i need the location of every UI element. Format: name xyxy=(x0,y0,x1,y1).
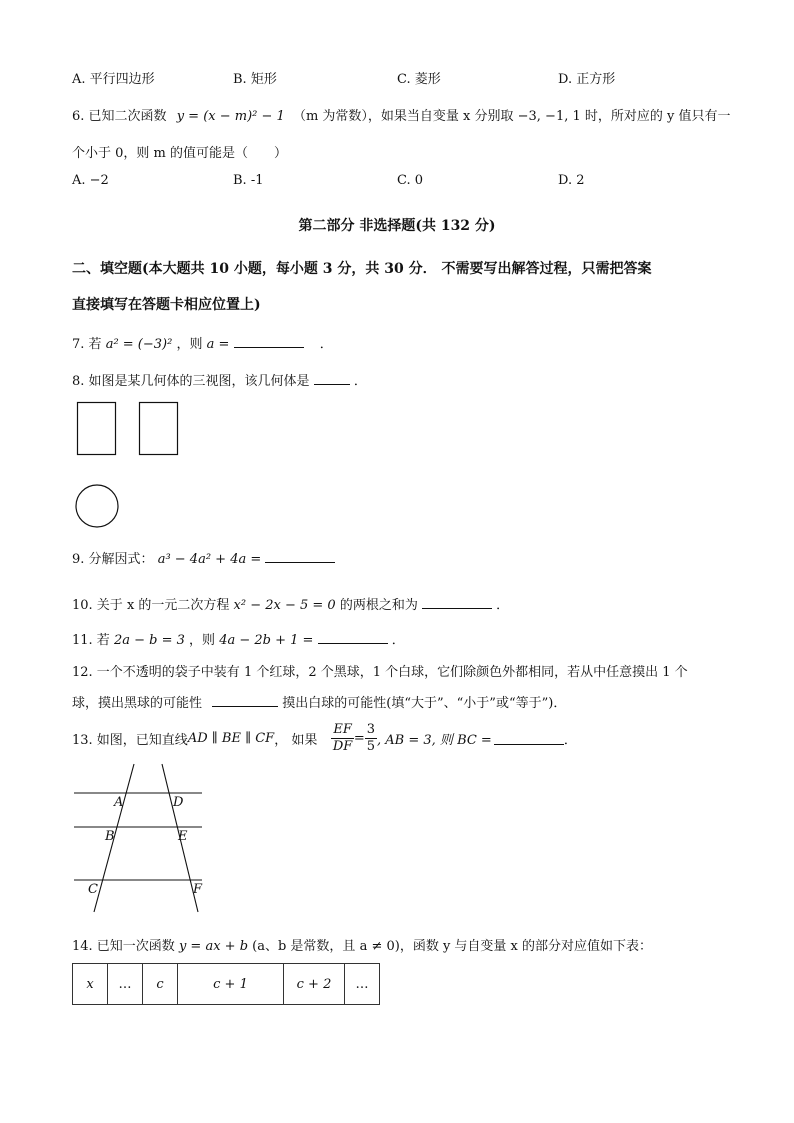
table-cell-x: x xyxy=(73,964,108,1005)
top-view-circle xyxy=(76,485,118,527)
q11-mid: ，则 xyxy=(189,633,216,648)
q13-end: ． xyxy=(563,732,577,748)
point-b-label: B xyxy=(105,829,115,844)
q6-option-d: D. 2 xyxy=(558,173,585,188)
q8-end: ． xyxy=(353,374,367,389)
q8-text: 8. 如图是某几何体的三视图，该几何体是 xyxy=(72,374,310,389)
q10-end: ． xyxy=(496,598,510,613)
q13-frac-num: EF xyxy=(333,721,352,737)
table-cell-c: c xyxy=(143,964,178,1005)
q7-formula: a² = (−3)² xyxy=(105,337,173,352)
q13-val-num: 3 xyxy=(366,721,376,737)
q6-line1 xyxy=(72,105,731,124)
question-8 xyxy=(72,370,367,389)
q5-option-c: C. 菱形 xyxy=(397,72,441,87)
q6-option-b: B. -1 xyxy=(233,173,264,188)
q6-paren: （m 为常数），如果当自变量 x 分别取 −3, −1, 1 时，所对应的 y 值只有一 xyxy=(292,109,731,124)
q13-prefix: 13. 如图，已知直线 xyxy=(72,732,188,748)
q6-option-a: A. −2 xyxy=(72,173,109,188)
q5-option-d: D. 正方形 xyxy=(558,72,616,87)
q12-line1: 12. 一个不透明的袋子中装有 1 个红球，2 个黑球，1 个白球，它们除颜色外都相同，若从中任意摸出 1 个 xyxy=(72,665,688,680)
q13-value-fraction xyxy=(365,722,377,755)
q13-answer-blank[interactable] xyxy=(494,732,564,745)
table-cell-ellipsis: … xyxy=(108,964,143,1005)
q9-answer-blank[interactable] xyxy=(265,550,335,563)
table-cell-ellipsis-end: … xyxy=(345,964,380,1005)
q13-cond: , AB = 3, 则 BC = xyxy=(377,732,492,748)
question-10 xyxy=(72,594,509,613)
q11-end: ． xyxy=(391,633,405,648)
q8-answer-blank[interactable] xyxy=(314,372,350,385)
q7-mid: ，则 xyxy=(176,337,203,352)
value-table xyxy=(72,963,380,1005)
table-row xyxy=(73,964,380,1005)
three-view-figure xyxy=(70,396,190,532)
q6-option-c: C. 0 xyxy=(397,173,424,188)
parallel-lines-figure xyxy=(70,762,210,918)
question-7 xyxy=(72,333,333,352)
q9-formula: a³ − 4a² + 4a = xyxy=(157,552,262,567)
q7-var: a = xyxy=(206,337,230,352)
fill-header-line2: 直接填写在答题卡相应位置上) xyxy=(72,297,261,313)
q7-end: ． xyxy=(319,337,333,352)
point-a-label: A xyxy=(114,795,124,810)
point-c-label: C xyxy=(88,882,98,897)
q10-answer-blank[interactable] xyxy=(422,596,492,609)
q12-line2-suffix: 摸出白球的可能性(填“大于”、“小于”或“等于”)． xyxy=(282,696,567,711)
q13-val-den: 5 xyxy=(366,738,376,754)
q11-formula2: 4a − 2b + 1 = xyxy=(219,633,314,648)
table-cell-c-plus-2: c + 2 xyxy=(284,964,345,1005)
q11-answer-blank[interactable] xyxy=(318,631,388,644)
q13-eq: = xyxy=(353,730,365,746)
q14-paren: (a、b 是常数，且 a ≠ 0)，函数 y 与自变量 x 的部分对应值如下表： xyxy=(252,939,653,954)
q13-mid: ， 如果 xyxy=(274,732,318,748)
q6-line2: 个小于 0，则 m 的值可能是（ ） xyxy=(72,146,287,161)
q12-answer-blank[interactable] xyxy=(212,694,278,707)
q11-formula1: 2a − b = 3 xyxy=(113,633,185,648)
q7-prefix: 7. 若 xyxy=(72,337,102,352)
q5-option-b: B. 矩形 xyxy=(233,72,277,87)
point-e-label: E xyxy=(178,829,188,844)
table-cell-c-plus-1: c + 1 xyxy=(178,964,284,1005)
point-f-label: F xyxy=(193,882,203,897)
q10-suffix: 的两根之和为 xyxy=(339,598,418,613)
q14-formula: y = ax + b xyxy=(178,939,249,954)
q5-option-a: A. 平行四边形 xyxy=(72,72,155,87)
q9-prefix: 9. 分解因式： xyxy=(72,552,154,567)
q7-answer-blank[interactable] xyxy=(234,335,304,348)
q6-formula: y = (x − m)² − 1 xyxy=(176,109,285,124)
point-d-label: D xyxy=(173,795,184,810)
q10-prefix: 10. 关于 x 的一元二次方程 xyxy=(72,598,230,613)
fill-header-line1: 二、填空题(本大题共 10 小题，每小题 3 分，共 30 分． 不需要写出解答过程，只需把答案 xyxy=(72,261,652,277)
q12-line2-prefix: 球，摸出黑球的可能性 xyxy=(72,696,203,711)
q12-line2 xyxy=(72,692,566,711)
q13-lines: AD ∥ BE ∥ CF xyxy=(187,730,275,746)
q11-prefix: 11. 若 xyxy=(72,633,110,648)
question-13 xyxy=(72,718,577,758)
q10-formula: x² − 2x − 5 = 0 xyxy=(233,598,336,613)
q14-prefix: 14. 已知一次函数 xyxy=(72,939,175,954)
q13-ratio-fraction xyxy=(331,722,354,755)
q6-prefix: 6. 已知二次函数 xyxy=(72,109,167,124)
front-view-rect xyxy=(78,403,116,455)
side-view-rect xyxy=(140,403,178,455)
question-14 xyxy=(72,935,652,954)
section-title: 第二部分 非选择题(共 132 分) xyxy=(298,218,496,234)
question-9 xyxy=(72,548,335,567)
q13-frac-den: DF xyxy=(332,738,353,754)
question-11 xyxy=(72,629,405,648)
